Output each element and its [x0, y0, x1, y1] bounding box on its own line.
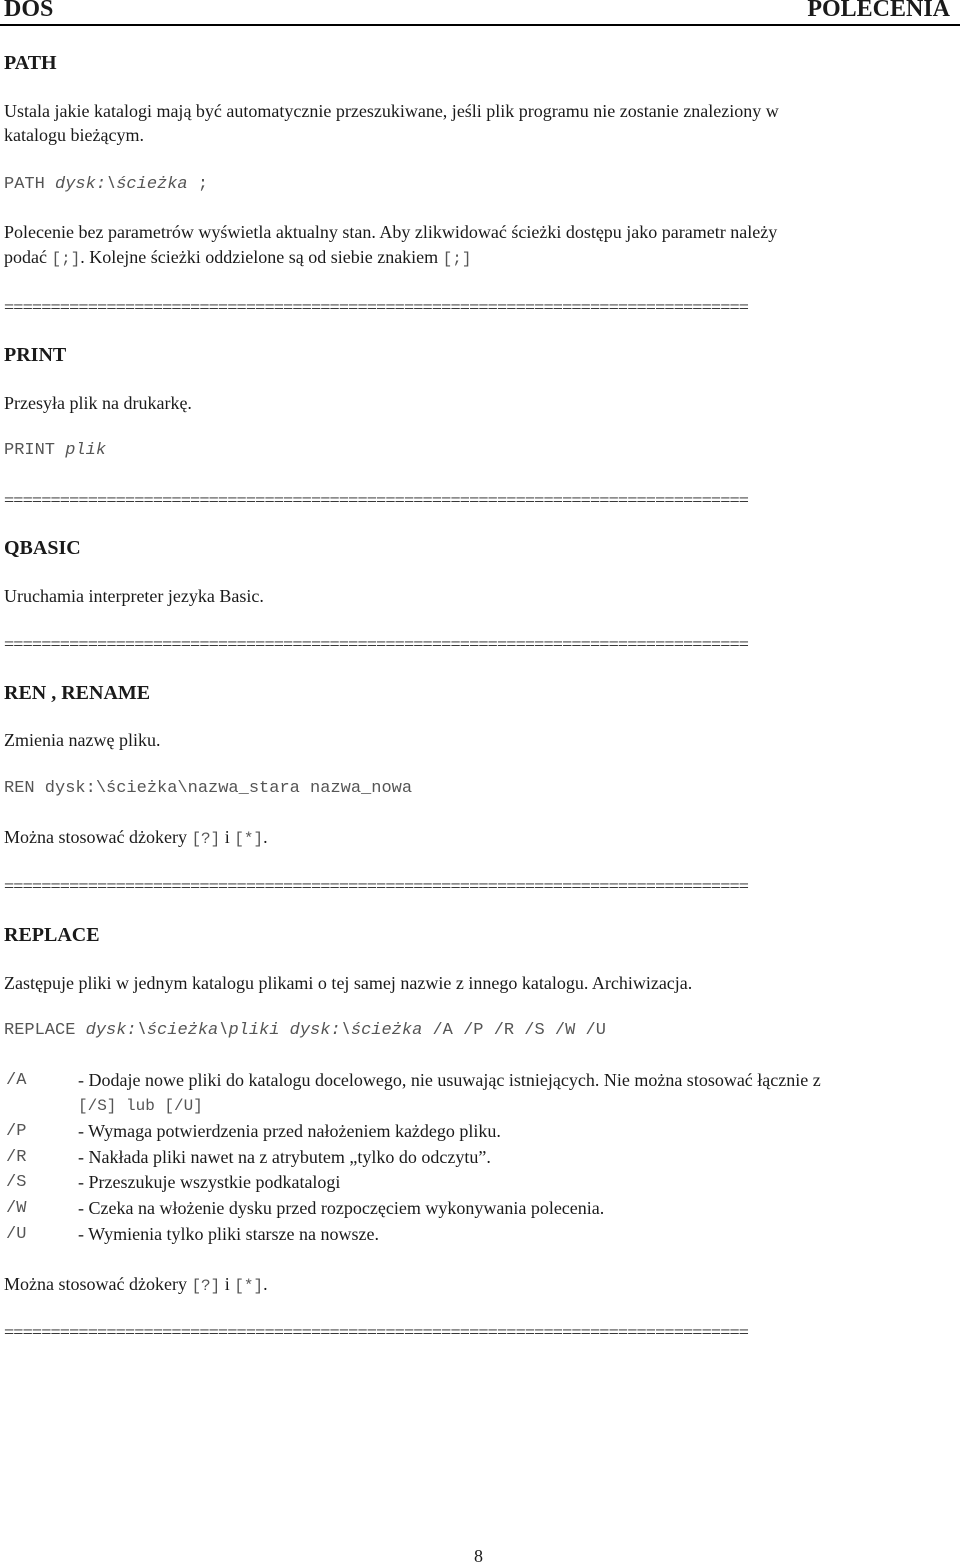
- option-desc: - Czeka na włożenie dysku przed rozpoczęciem wykonywania polecenia.: [78, 1198, 605, 1218]
- option-desc: - Wymaga potwierdzenia przed nałożeniem każdego pliku.: [78, 1121, 501, 1141]
- note-text: Można stosować dżokery: [4, 1274, 192, 1294]
- option-desc: - Nakłada pliki nawet na z atrybutem „tylko do odczytu”.: [78, 1147, 491, 1167]
- syntax-command: PRINT: [4, 441, 66, 460]
- note-text: .: [263, 827, 268, 847]
- path-desc-line1: Ustala jakie katalogi mają być automatycznie przeszukiwane, jeśli plik programu nie zostanie znaleziony w: [4, 101, 779, 121]
- option-key: /W: [6, 1199, 27, 1218]
- note-text: Można stosować dżokery: [4, 827, 192, 847]
- syntax-tail: ;: [187, 175, 209, 194]
- path-syntax: [4, 175, 208, 194]
- path-note-line2: [4, 247, 471, 268]
- syntax-argument: dysk:\ścieżka: [55, 175, 188, 194]
- note-text: i: [220, 1274, 235, 1294]
- option-key: /S: [6, 1173, 27, 1192]
- note-text: .: [263, 1274, 268, 1294]
- separator: ================================================================================: [4, 490, 749, 510]
- option-desc: - Wymienia tylko pliki starsze na nowsze.: [78, 1224, 380, 1244]
- ren-desc: Zmienia nazwę pliku.: [4, 730, 161, 750]
- section-title-path: PATH: [4, 52, 57, 74]
- ren-syntax: REN dysk:\ścieżka\nazwa_stara nazwa_nowa: [4, 779, 413, 798]
- note-code: [;]: [442, 250, 472, 268]
- note-code: [?]: [191, 830, 221, 848]
- syntax-argument: dysk:\ścieżka\pliki dysk:\ścieżka: [85, 1021, 423, 1040]
- path-note-line1: Polecenie bez parametrów wyświetla aktualny stan. Aby zlikwidować ścieżki dostępu jako parametr należy: [4, 222, 778, 242]
- note-text: . Kolejne ścieżki oddzielone są od siebie znakiem: [80, 247, 443, 267]
- section-title-qbasic: QBASIC: [4, 537, 81, 559]
- header-right: POLECENIA: [807, 0, 950, 22]
- print-desc: Przesyła plik na drukarkę.: [4, 393, 192, 413]
- option-key: /P: [6, 1122, 27, 1141]
- print-syntax: [4, 441, 106, 460]
- header-rule: [0, 24, 960, 26]
- syntax-command: REPLACE: [4, 1021, 86, 1040]
- separator: ================================================================================: [4, 876, 749, 896]
- option-desc: - Dodaje nowe pliki do katalogu docelowego, nie usuwając istniejących. Nie można stosować łącznie z: [78, 1070, 821, 1090]
- syntax-argument: plik: [65, 441, 107, 460]
- option-key: /A: [6, 1071, 27, 1090]
- replace-desc: Zastępuje pliki w jednym katalogu plikami o tej samej nazwie z innego katalogu. Archiwizacja.: [4, 973, 693, 993]
- syntax-command: PATH: [4, 175, 56, 194]
- option-key: /R: [6, 1148, 27, 1167]
- note-code: [;]: [51, 250, 81, 268]
- note-text: i: [220, 827, 235, 847]
- note-code: [*]: [234, 1277, 264, 1295]
- separator: ================================================================================: [4, 634, 749, 654]
- option-desc: - Przeszukuje wszystkie podkatalogi: [78, 1172, 341, 1192]
- note-text: podać: [4, 247, 52, 267]
- note-code: [*]: [234, 830, 264, 848]
- header-left: DOS: [4, 0, 54, 22]
- syntax-tail: /A /P /R /S /W /U: [422, 1021, 606, 1040]
- separator: ================================================================================: [4, 1322, 749, 1342]
- separator: ================================================================================: [4, 297, 749, 317]
- option-key: /U: [6, 1225, 27, 1244]
- replace-syntax: [4, 1021, 606, 1040]
- section-title-print: PRINT: [4, 344, 67, 366]
- replace-wildcards-note: [4, 1274, 268, 1295]
- page-number: 8: [474, 1546, 483, 1566]
- qbasic-desc: Uruchamia interpreter jezyka Basic.: [4, 586, 264, 606]
- option-desc-continuation: [/S] lub [/U]: [78, 1097, 203, 1115]
- section-title-replace: REPLACE: [4, 924, 100, 946]
- section-title-ren: REN , RENAME: [4, 682, 151, 704]
- note-code: [?]: [191, 1277, 221, 1295]
- ren-wildcards-note: [4, 827, 268, 848]
- path-desc-line2: katalogu bieżącym.: [4, 125, 144, 145]
